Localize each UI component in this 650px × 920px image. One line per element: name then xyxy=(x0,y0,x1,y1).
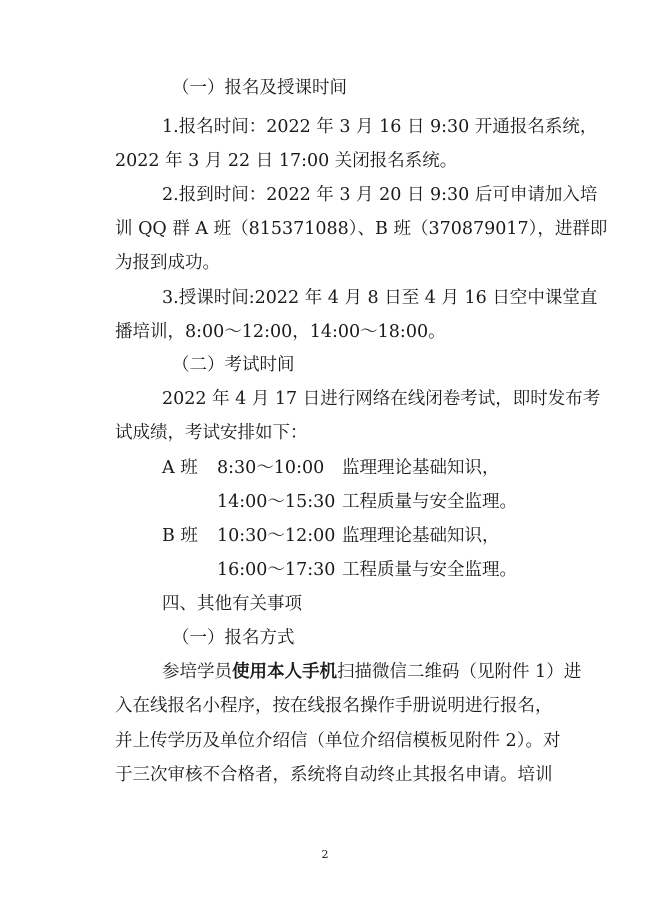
signup-item2-line3: 为报到成功。 xyxy=(115,253,220,273)
schedule-class-b: B 班 xyxy=(162,526,198,546)
signup-item2-line2: 训 QQ 群 A 班（815371088）、B 班（370879017），进群即 xyxy=(115,219,608,239)
signup-time-heading: （一）报名及授课时间 xyxy=(172,78,347,98)
schedule-time: 16:00～17:30 xyxy=(217,560,336,580)
registration-para-emphasis: 使用本人手机 xyxy=(232,662,337,682)
signup-item3-line2: 播培训，8:00～12:00，14:00～18:00。 xyxy=(115,322,446,342)
signup-item1-line2: 2022 年 3 月 22 日 17:00 关闭报名系统。 xyxy=(115,151,458,171)
registration-para-line3: 并上传学历及单位介绍信（单位介绍信模板见附件 2）。对 xyxy=(115,731,561,751)
signup-item1-line1: 1.报名时间：2022 年 3 月 16 日 9:30 开通报名系统， xyxy=(162,117,598,137)
exam-para-line1: 2022 年 4 月 17 日进行网络在线闭卷考试，即时发布考 xyxy=(162,389,601,409)
registration-method-heading: （一）报名方式 xyxy=(172,628,295,648)
schedule-subject: 工程质量与安全监理。 xyxy=(342,560,517,580)
registration-para-line2: 入在线报名小程序，按在线报名操作手册说明进行报名， xyxy=(115,696,553,716)
exam-heading: （二）考试时间 xyxy=(172,355,295,375)
schedule-subject: 监理理论基础知识， xyxy=(342,458,500,478)
signup-item3-line1: 3.授课时间:2022 年 4 月 8 日至 4 月 16 日空中课堂直 xyxy=(162,288,598,308)
schedule-time: 8:30～10:00 xyxy=(217,458,325,478)
signup-item2-line1: 2.报到时间：2022 年 3 月 20 日 9:30 后可申请加入培 xyxy=(162,185,598,205)
schedule-subject: 监理理论基础知识， xyxy=(342,526,500,546)
schedule-subject: 工程质量与安全监理。 xyxy=(342,492,517,512)
registration-para-text: 参培学员 xyxy=(162,662,232,682)
other-matters-heading: 四、其他有关事项 xyxy=(162,594,302,614)
registration-para-line4: 于三次审核不合格者，系统将自动终止其报名申请。培训 xyxy=(115,765,553,785)
page-number: 2 xyxy=(321,848,329,861)
schedule-time: 14:00～15:30 xyxy=(217,492,336,512)
schedule-time: 10:30～12:00 xyxy=(217,526,336,546)
registration-para-line1 xyxy=(162,664,581,682)
registration-para-text: 扫描微信二维码（见附件 1）进 xyxy=(337,662,582,682)
exam-para-line2: 试成绩，考试安排如下： xyxy=(115,423,308,443)
schedule-class-a: A 班 xyxy=(162,458,198,478)
